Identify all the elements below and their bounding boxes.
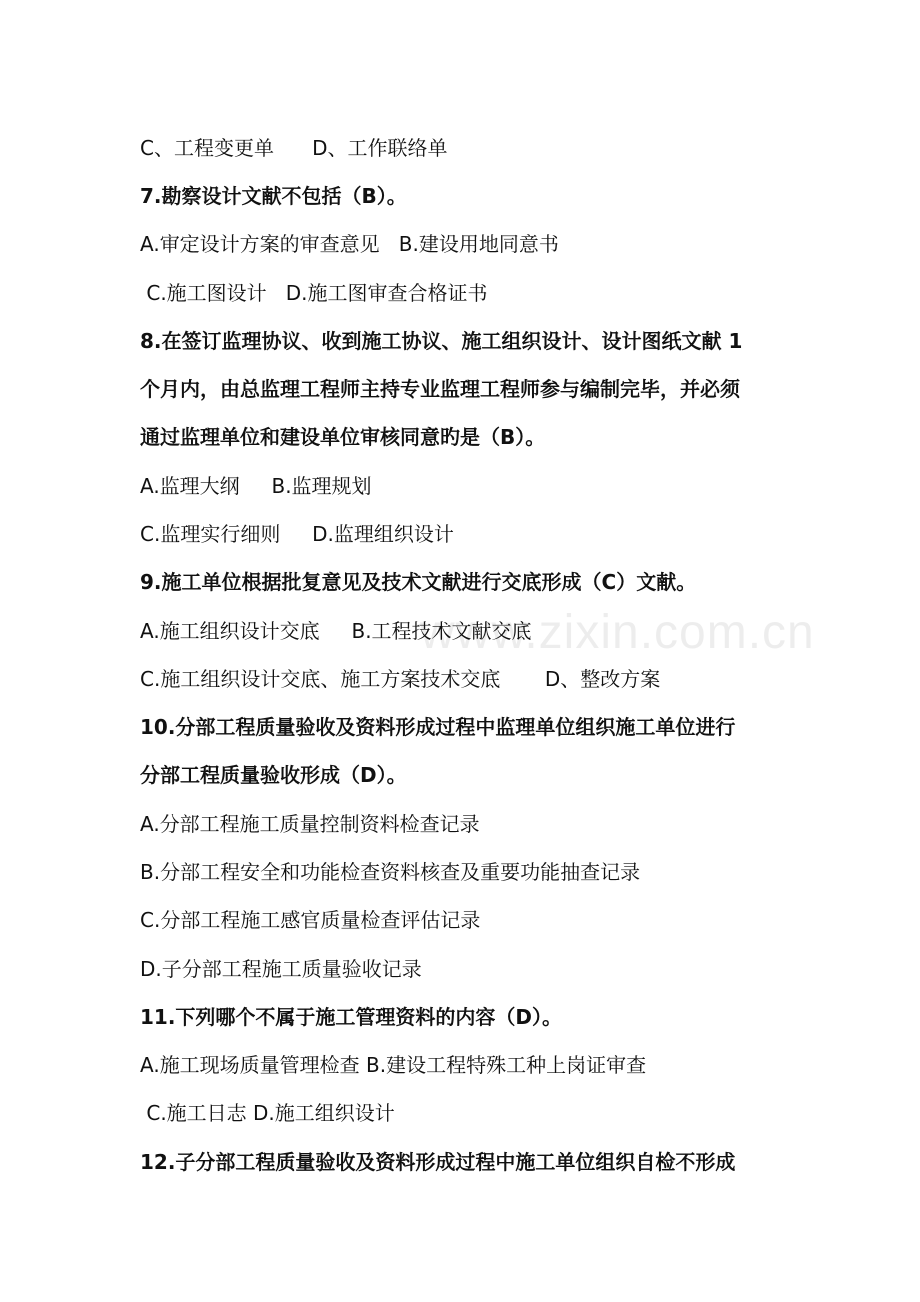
question-line: 7.勘察设计文献不包括（B）。: [140, 184, 407, 208]
question-line: 11.下列哪个不属于施工管理资料的内容（D）。: [140, 1005, 563, 1029]
option-line: A.审定设计方案的审查意见 B.建设用地同意书: [140, 232, 559, 256]
question-line: 通过监理单位和建设单位审核同意旳是（B）。: [140, 425, 546, 449]
question-line: 12.子分部工程质量验收及资料形成过程中施工单位组织自检不形成: [140, 1150, 736, 1174]
option-line: D.子分部工程施工质量验收记录: [140, 957, 422, 981]
option-line: A.分部工程施工质量控制资料检查记录: [140, 812, 480, 836]
option-line: A.监理大纲 B.监理规划: [140, 474, 372, 498]
question-line: 9.施工单位根据批复意见及技术文献进行交底形成（C）文献。: [140, 570, 697, 594]
option-line: B.分部工程安全和功能检查资料核查及重要功能抽查记录: [140, 860, 641, 884]
question-line: 8.在签订监理协议、收到施工协议、施工组织设计、设计图纸文献 1: [140, 329, 743, 353]
option-line: C.分部工程施工感官质量检查评估记录: [140, 908, 481, 932]
question-line: 10.分部工程质量验收及资料形成过程中监理单位组织施工单位进行: [140, 715, 736, 739]
option-line: C.施工组织设计交底、施工方案技术交底 D、整改方案: [140, 667, 661, 691]
option-line: C.施工图设计 D.施工图审查合格证书: [140, 281, 488, 305]
option-line: A.施工组织设计交底 B.工程技术文献交底: [140, 619, 532, 643]
option-line: C.监理实行细则 D.监理组织设计: [140, 522, 454, 546]
watermark: www.zixin.com.cn: [420, 606, 815, 659]
question-line: 分部工程质量验收形成（D）。: [140, 763, 407, 787]
question-line: 个月内，由总监理工程师主持专业监理工程师参与编制完毕，并必须: [140, 377, 740, 401]
option-line: C、工程变更单 D、工作联络单: [140, 136, 448, 160]
option-line: C.施工日志 D.施工组织设计: [140, 1101, 395, 1125]
option-line: A.施工现场质量管理检查 B.建设工程特殊工种上岗证审查: [140, 1053, 647, 1077]
